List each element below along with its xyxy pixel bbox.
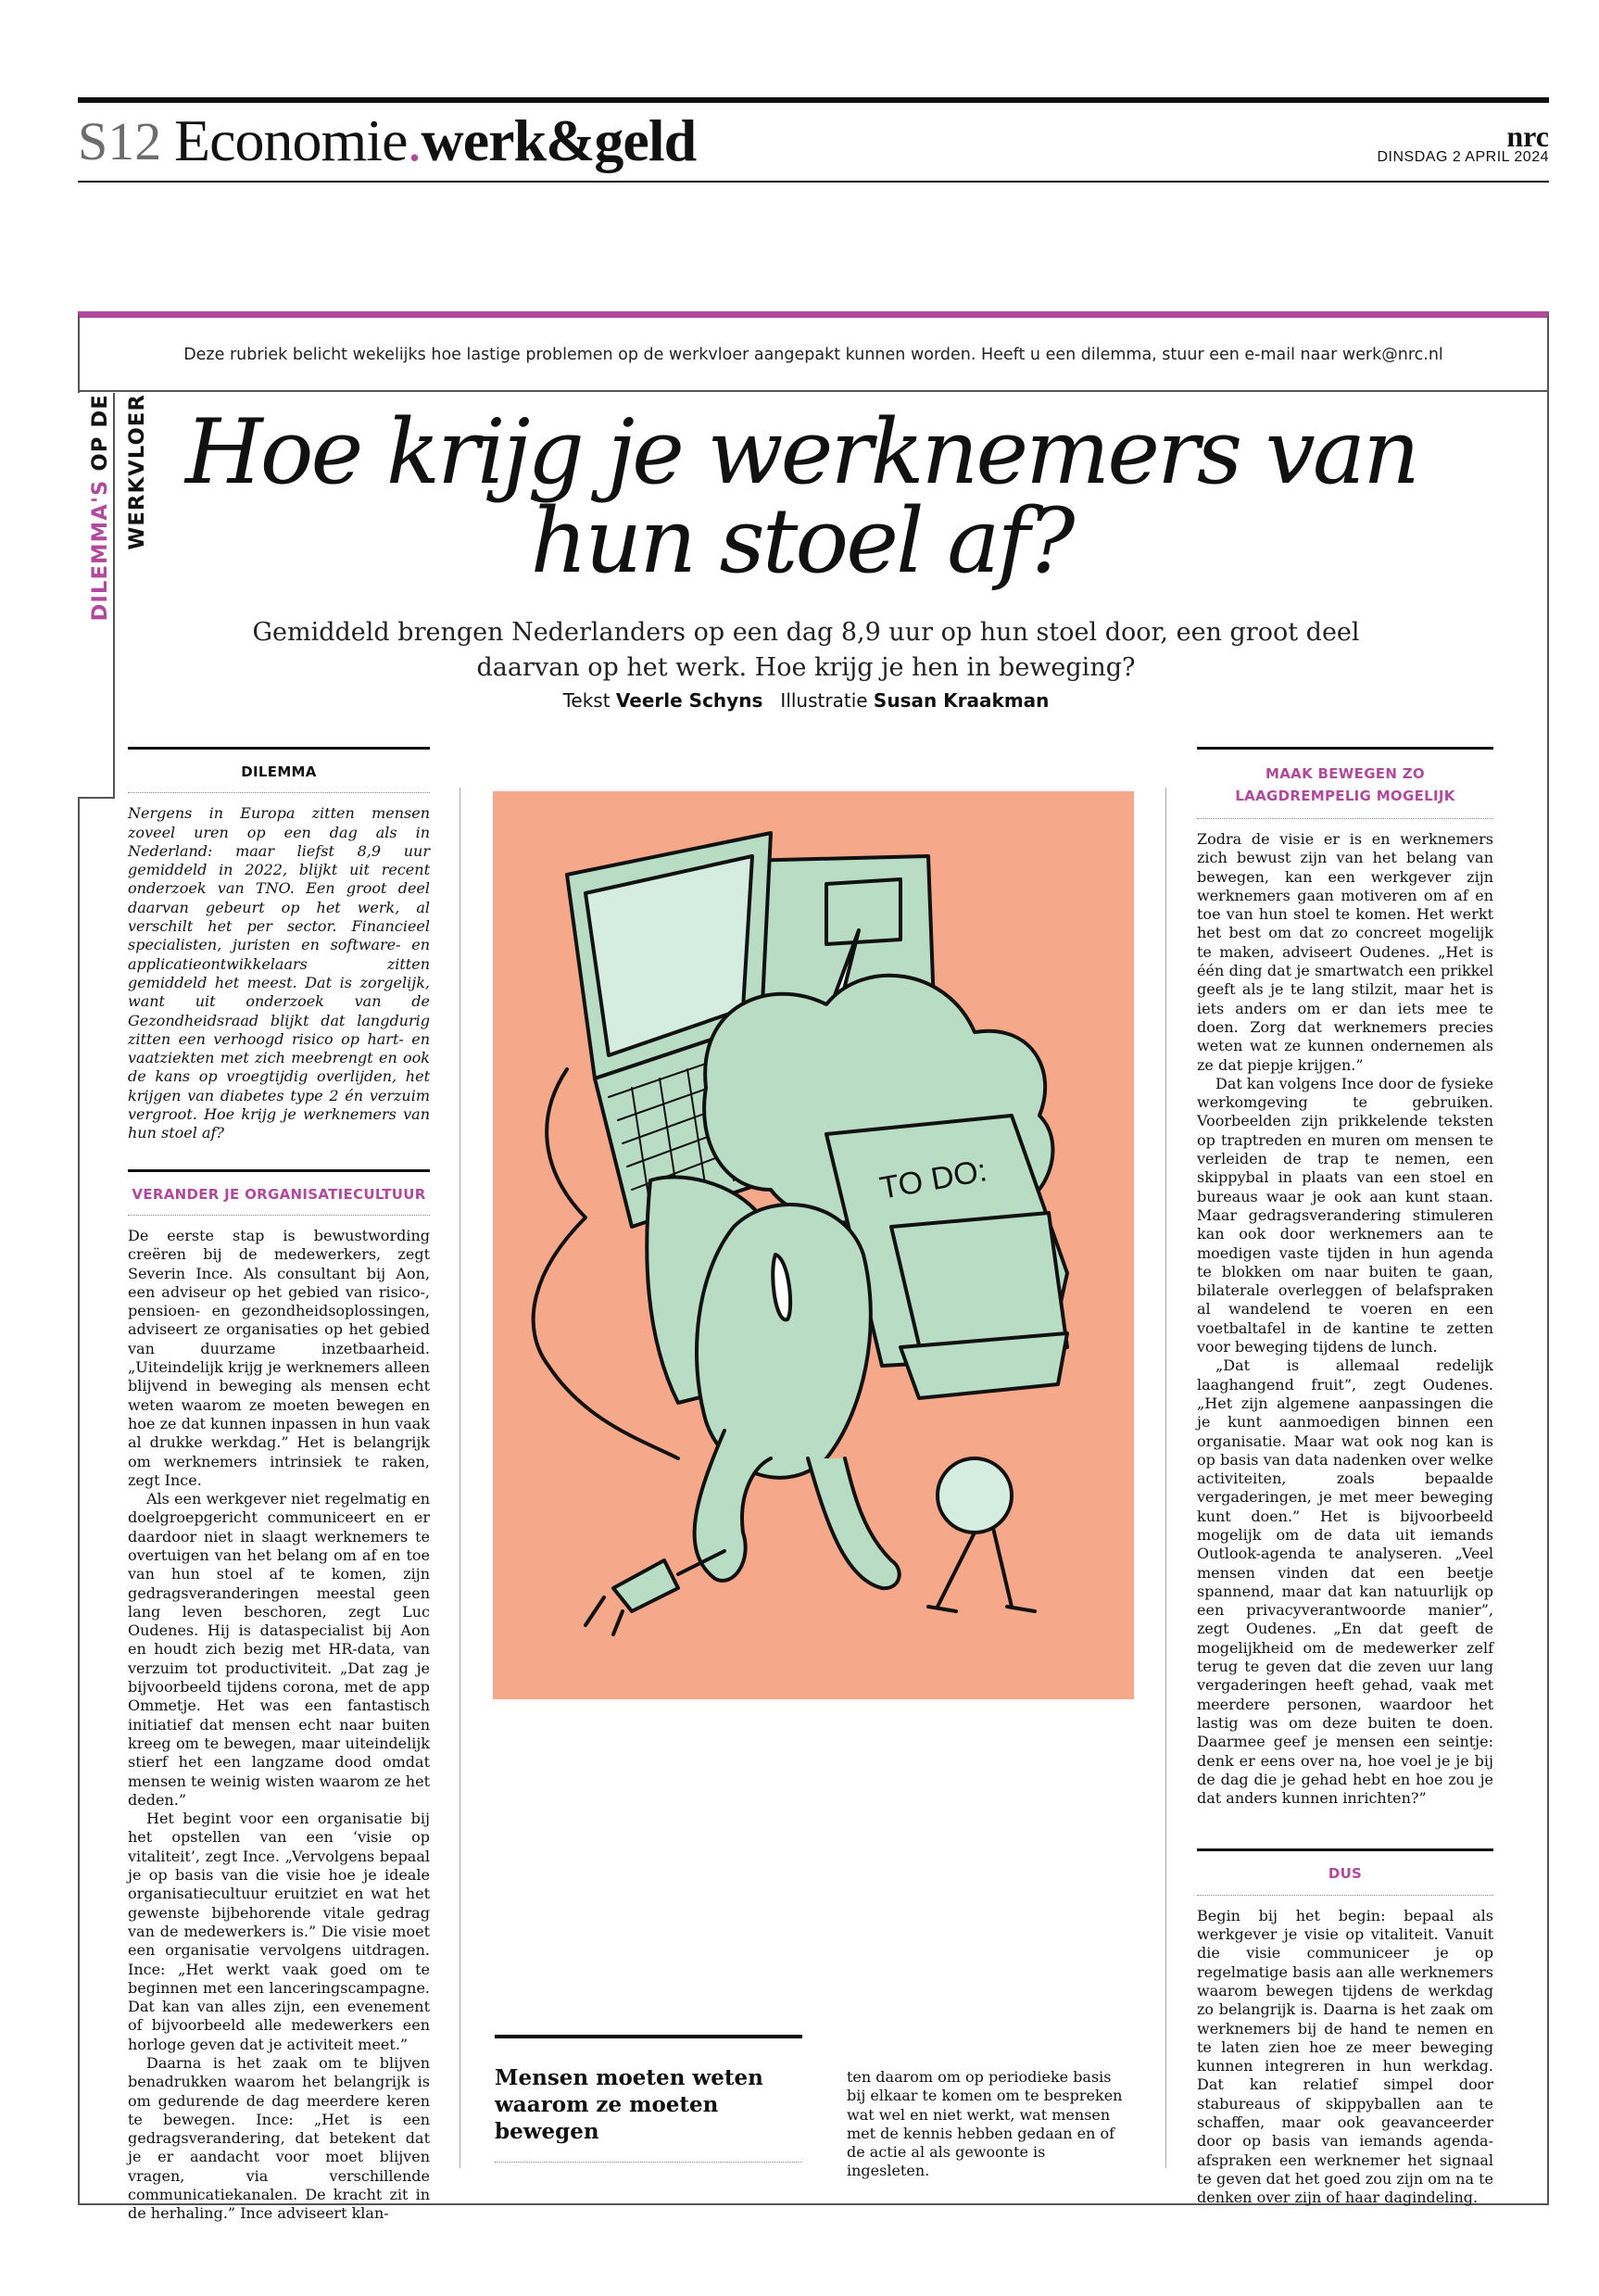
illustration — [493, 791, 1134, 1699]
side-label — [78, 393, 149, 763]
pull-quote: Mensen moeten weten waarom ze moeten bewegen — [495, 2035, 802, 2163]
deck: Gemiddeld brengen Nederlanders op een dag 8,9 uur op hun stoel door, een groot deel daarvan op het werk. Hoe krijg je hen in beweging? — [252, 618, 1360, 682]
dus-body: Begin bij het begin: bepaal als werkgever je visie op vitaliteit. Vanuit die visie communiceer je op regelmatige basis aan alle werknemers waarom bewegen tijdens de werkdag zo belangrijk is. Daarna is het zaak om werknemers bij de hand te nemen en te laten zien hoe ze meer beweging kunnen integreren in hun werkdag. Dat kan relatief simpel door stabureaus of skippyballen aan te schaffen, maar ook geavanceerder door op basis van iemands agenda-afspraken een werknemer het signaal te geven dat het goed zou zijn om na te denken over zijn of haar dagindeling. — [1197, 1906, 1493, 2207]
byline-illustrator: Susan Kraakman — [873, 689, 1050, 712]
section-dot: . — [407, 107, 422, 173]
continuation-column — [847, 2068, 1130, 2181]
side-label-part2: OP DE WERKVLOER — [88, 394, 149, 550]
section2-paragraph: Zodra de visie er is en werknemers zich bewust zijn van het belang van bewegen, kan een werkgever zijn werknemers gaan motiveren om af en toe van hun stoel te komen. Het werkt het best om dat zo concreet mogelijk te maken, adviseert Oudenes. „Het is één ding dat je smartwatch een prikkel geeft als je te lang stilzit, maar het is iets anders om er dan iets mee te doen. Zorg dat werknemers precies weten wat ze kunnen ondernemen als ze dat piepje krijgen.” — [1197, 830, 1493, 1074]
right-column — [1197, 747, 1493, 2207]
byline-illus-label: Illustratie — [780, 689, 868, 712]
dilemma-body: Nergens in Europa zitten mensen zoveel uren op een dag als in Nederland: maar liefst 8,9 uur gemiddeld in 2022, blijkt uit recent onderzoek van TNO. Een groot deel daarvan gebeurt op het werk, al verschilt het per sector. Financieel specialisten, juristen en software- en applicatieontwikkelaars zitten gemiddeld het meest. Dat is zorgelijk, want uit onderzoek van de Gezondheidsraad blijkt dat langdurig zitten een verhoogd risico op hart- en vaatziekten met zich meebrengt en ook de kans op vroegtijdig overlijden, het krijgen van diabetes type 2 én verzuim vergroot. Hoe krijg je werknemers van hun stoel af? — [128, 804, 430, 1142]
subsection-name: werk&geld — [421, 107, 697, 173]
dilemma-heading: DILEMMA — [128, 747, 430, 793]
section1-paragraph: Als een werkgever niet regelmatig en doelgroepgericht communiceert en er daardoor niet in slaagt werknemers te overtuigen van het belang om af en toe van hun stoel af te komen, zijn gedragsveranderingen meestal geen lang leven beschoren, zegt Luc Oudenes. Hij is dataspecialist bij Aon en houdt zich bezig met HR-data, van verzuim tot productiviteit. „Dat zag je bijvoorbeeld tijdens corona, met de app Ommetje. Het was een fantastisch initiatief dat mensen echt naar buiten kreeg om te bewegen, maar uiteindelijk stierf het een langzame dood omdat mensen te weinig wisten waarom ze het deden.” — [128, 1490, 430, 1809]
column-rule-right — [1165, 788, 1166, 2168]
section1-paragraph: Daarna is het zaak om te blijven benadrukken waarom het belangrijk is om gedurende de dag meerdere keren te bewegen. Ince: „Het is een gedragsverandering, dat betekent dat je er aandacht voor moet blijven vragen, via verschillende communicatiekanalen. De kracht zit in de herhaling.” Ince adviseert klan- — [128, 2054, 430, 2223]
section-title — [174, 107, 696, 175]
intro-line: Deze rubriek belicht wekelijks hoe lastige problemen op de werkvloer aangepakt kunnen worden. Heeft u een dilemma, stuur een e-mail naar werk@nrc.nl — [80, 318, 1547, 392]
section2-heading: MAAK BEWEGEN ZO LAAGDREMPELIG MOGELIJK — [1197, 747, 1493, 819]
masthead — [78, 103, 1549, 183]
publication-date: DINSDAG 2 APRIL 2024 — [1377, 149, 1549, 165]
byline — [241, 689, 1371, 712]
side-label-part1: DILEMMA'S — [88, 479, 112, 622]
section2-paragraph: Dat kan volgens Ince door de fysieke werkomgeving te gebruiken. Voorbeelden zijn prikkelende teksten op traptreden en muren om mensen te verleiden de trap te nemen, een skippybal in plaats van een stoel en bureaus waar je ook aan kunt staan. Maar gedragsverandering stimuleren kan ook door werknemers aan te moedigen vaste tijden in hun agenda te blokken om naar buiten te gaan, bilaterale overleggen of belafspraken al wandelend te voeren en een voetbaltafel in de kantine te zetten voor beweging tijdens de lunch. — [1197, 1074, 1493, 1356]
push-pin — [613, 1560, 678, 1611]
continuation-text: ten daarom om op periodieke basis bij elkaar te komen om te bespreken wat wel en niet werkt, wat mensen met de kennis hebben gedaan en of de actie al als gewoonte is ingesleten. — [847, 2068, 1123, 2180]
section2-paragraph: „Dat is allemaal redelijk laaghangend fruit”, zegt Oudenes. „Het zijn algemene aanpassingen die je kunt aanmoedigen binnen een organisatie. Maar wat ook nog kan is op basis van data nadenken over welke activiteiten, zoals bepaalde vergaderingen, je met meer beweging kunt doen.” Het is bijvoorbeeld mogelijk om de data uit iemands Outlook-agenda te analyseren. „Veel mensen vinden dat een beetje spannend, maar dat kan natuurlijk op een privacyverantwoorde manier”, zegt Oudenes. „En dat geeft de mogelijkheid om de medewerker zelf terug te geven dat die zeven uur lang vergaderingen heeft gehad, vaak met meerdere personen, waardoor het lastig was om deze buiten te doen. Daarmee geef je mensen een seintje: denk er eens over na, hoe voel je je bij de dag die je gehad hebt en hoe zou je dat anders kunnen inrichten?” — [1197, 1356, 1493, 1808]
arrow-sign — [826, 879, 900, 944]
illustration-art — [493, 791, 1134, 1699]
todo-text: TO DO: — [876, 1153, 990, 1206]
headline: Hoe krijg je werknemers van hun stoel af? — [185, 400, 1417, 593]
section1-paragraph: De eerste stap is bewustwording creëren bij de medewerkers, zegt Severin Ince. Als consultant bij Aon, een adviseur op het gebied van risico-, pensioen- en gezondheidsoplossingen, adviseert ze organisaties op het gebied van duurzame inzetbaarheid. „Uiteindelijk krijg je werknemers alleen blijvend in beweging als mensen echt weten waarom ze moeten bewegen en hoe ze dat kunnen inpassen in hun vaak al drukke werkdag.” Het is belangrijk om werknemers intrinsiek te raken, zegt Ince. — [128, 1226, 430, 1489]
section1-paragraph: Het begint voor een organisatie bij het opstellen van een ‘visie op vitaliteit’, zegt Ince. „Vervolgens bepaal je op basis van die visie hoe je ideale organisatiecultuur eruitziet en wat het gewenste bijbehorende vitale gedrag van de medewerkers is.” Die visie moet een organisatie vervolgens uitdragen. Ince: „Het werkt vaak goed om te beginnen met een lanceringscampagne. Dat kan van alles zijn, een evenement of bijvoorbeeld alle medewerkers een horloge geven dat je activiteit meet.” — [128, 1810, 430, 2053]
left-column — [128, 747, 430, 2224]
dus-heading: DUS — [1197, 1848, 1493, 1895]
byline-author: Veerle Schyns — [615, 689, 763, 712]
section-name: Economie — [174, 107, 408, 173]
byline-text-label: Tekst — [562, 689, 611, 712]
page-number: S12 — [78, 111, 162, 171]
brand-logo: nrc — [1506, 120, 1549, 153]
section1-heading: VERANDER JE ORGANISATIECULTUUR — [128, 1169, 430, 1216]
